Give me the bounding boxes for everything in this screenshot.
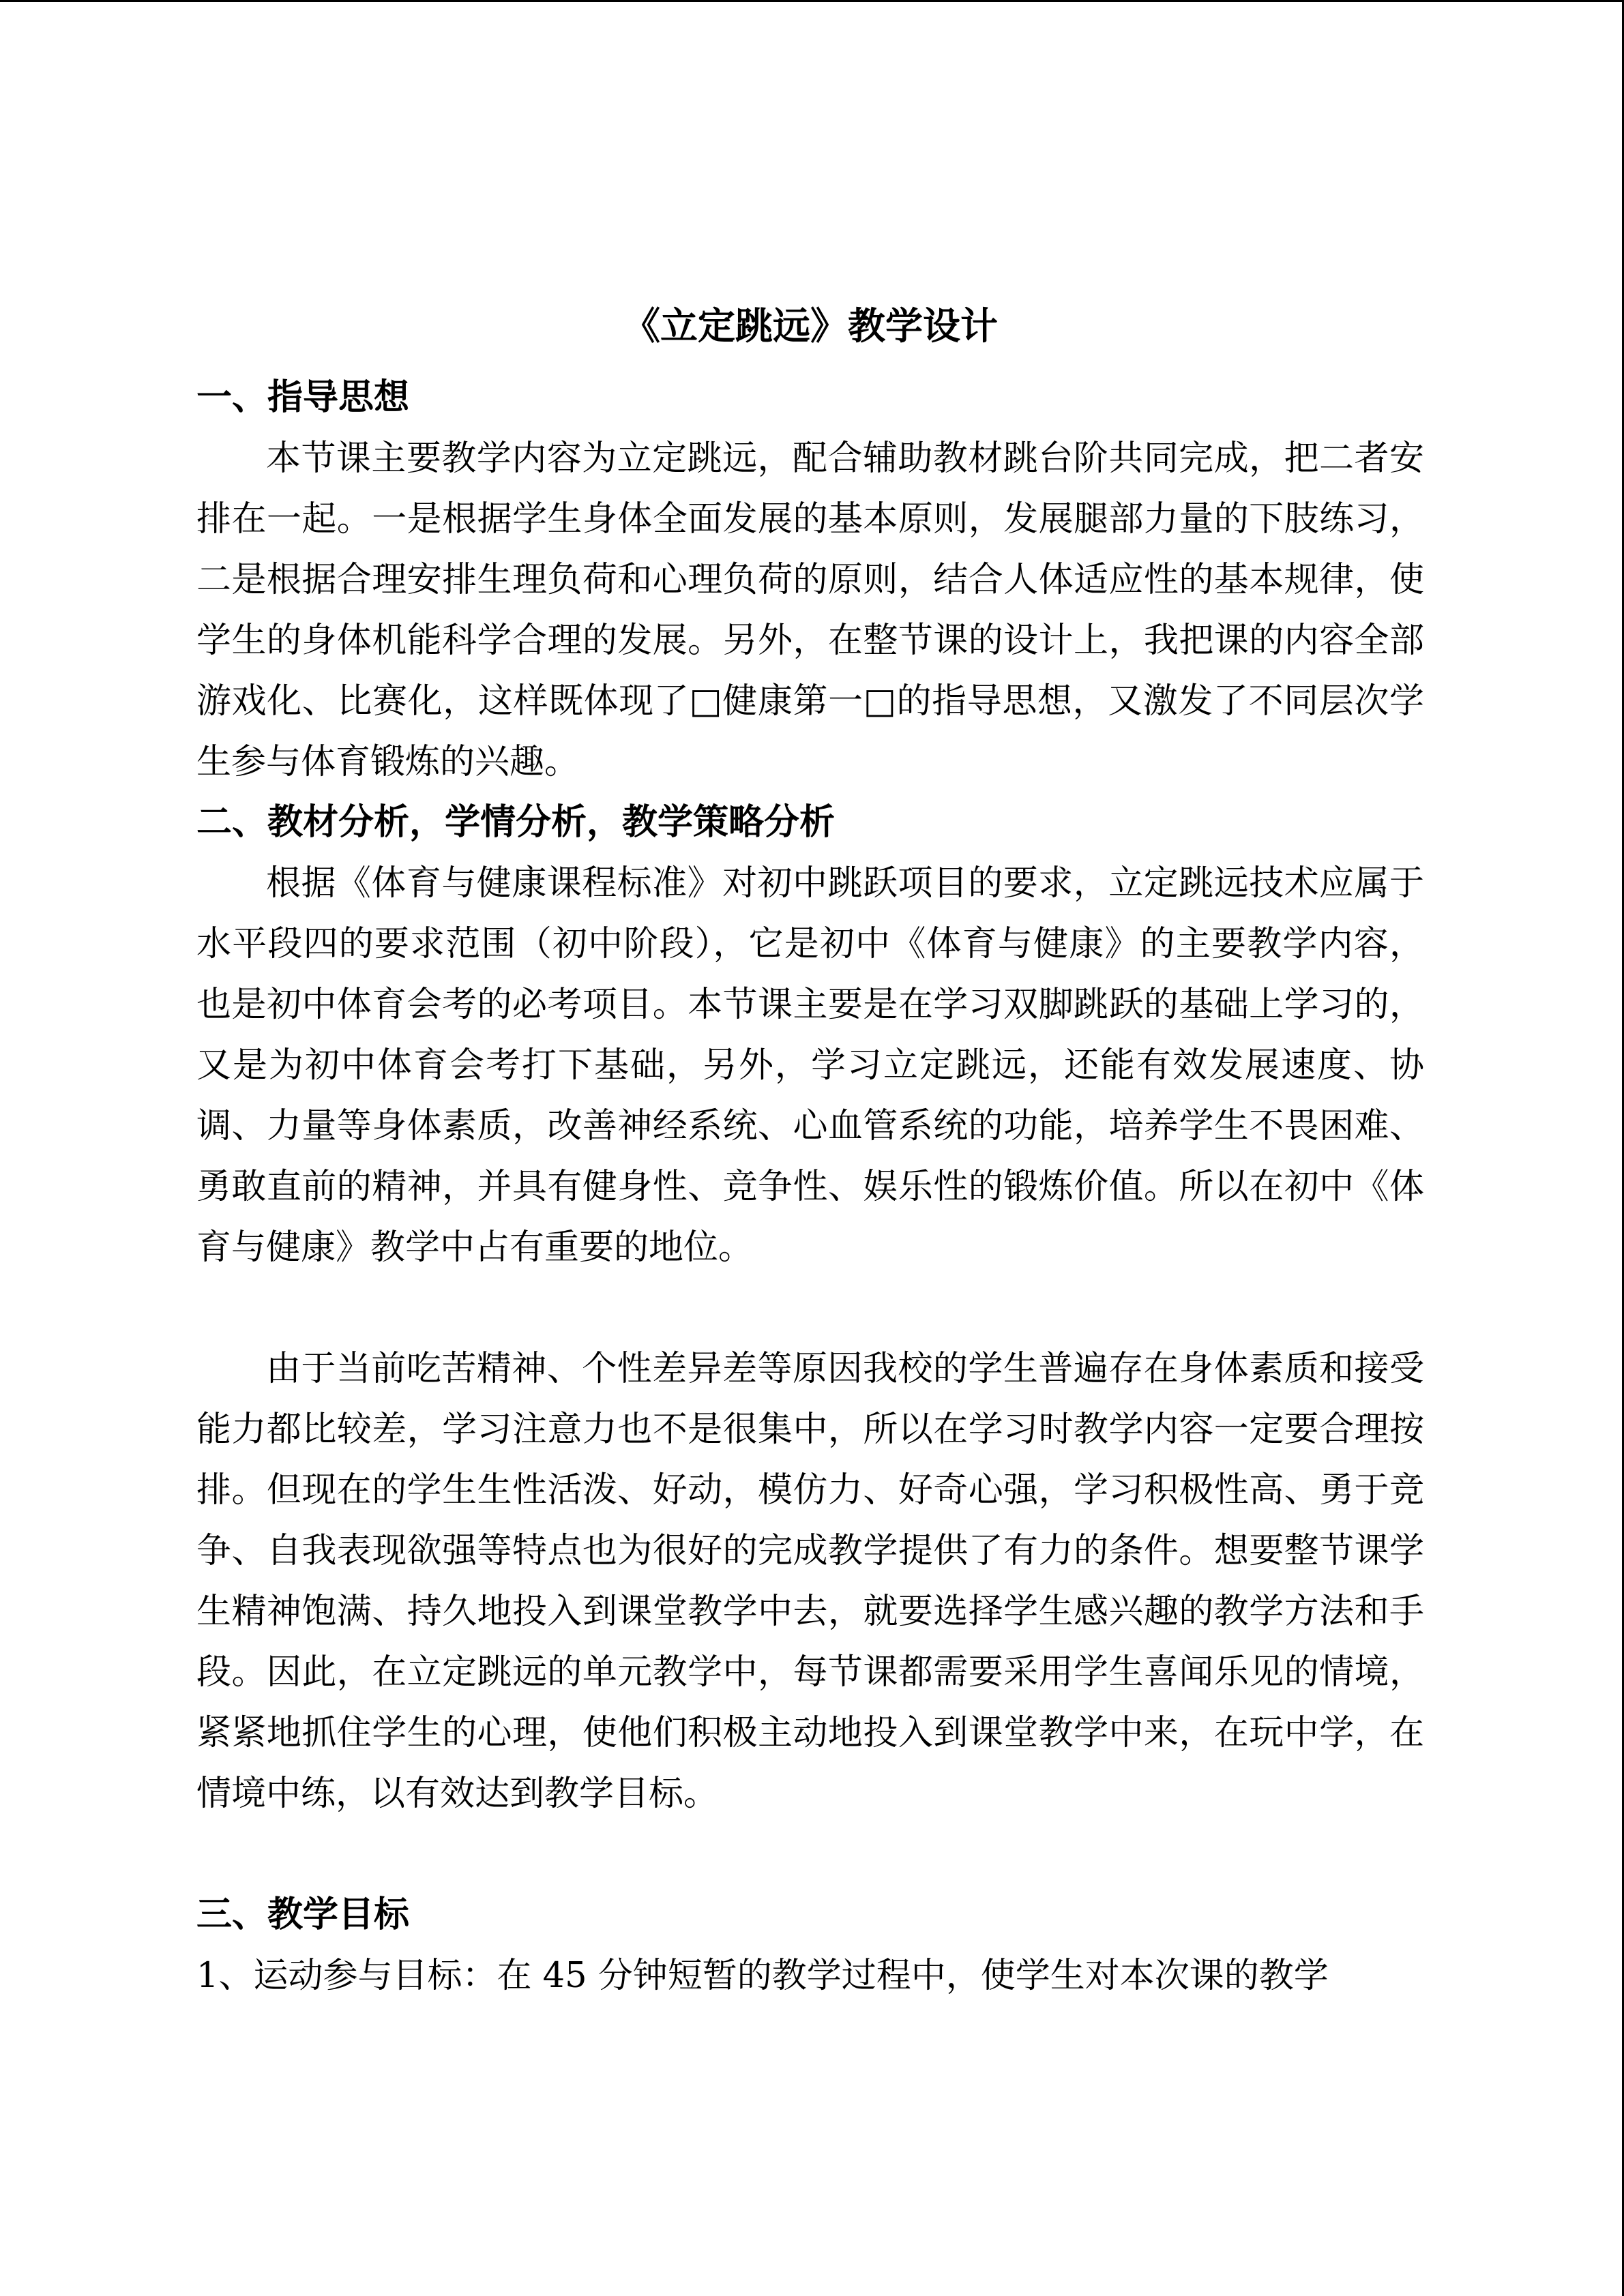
- paragraph-goal-participation: 1、运动参与目标：在 45 分钟短暂的教学过程中，使学生对本次课的教学: [196, 1956, 1329, 1996]
- paragraph-textbook-analysis: 根据《体育与健康课程标准》对初中跳跃项目的要求，立定跳远技术应属于水平段四的要求范围（初中阶段），它是初中《体育与健康》的主要教学内容，也是初中体育会考的必考项目。本节课主要是在学习双脚跳跃的基础上学习的，又是为初中体育会考打下基础，另外，学习立定跳远，还能有效发展速度、协调、力量等身体素质，改善神经系统、心血管系统的功能，培养学生不畏困难、勇敢直前的精神，并具有健身性、竞争性、娱乐性的锻炼价值。所以在初中《体育与健康》教学中占有重要的地位。: [196, 863, 1424, 1268]
- document-content: [196, 295, 1424, 2006]
- paragraph-guiding-ideology: 本节课主要教学内容为立定跳远，配合辅助教材跳台阶共同完成，把二者安排在一起。一是根据学生身体全面发展的基本原则，发展腿部力量的下肢练习，二是根据合理安排生理负荷和心理负荷的原则，结合人体适应性的基本规律，使学生的身体机能科学合理的发展。另外，在整节课的设计上，我把课的内容全部游戏化、比赛化，这样既体现了□健康第一□的指导思想，又激发了不同层次学生参与体育锻炼的兴趣。: [196, 438, 1424, 782]
- section-heading-guiding-ideology: 一、指导思想: [196, 377, 410, 418]
- section-heading-teaching-goals: 三、教学目标: [196, 1894, 410, 1935]
- document-title: 《立定跳远》教学设计: [622, 304, 998, 348]
- section-heading-analysis: 二、教材分析，学情分析，教学策略分析: [196, 802, 836, 843]
- paragraph-student-analysis: 由于当前吃苦精神、个性差异差等原因我校的学生普遍存在身体素质和接受能力都比较差，学习注意力也不是很集中，所以在学习时教学内容一定要合理按排。但现在的学生生性活泼、好动，模仿力、好奇心强，学习积极性高、勇于竞争、自我表现欲强等特点也为很好的完成教学提供了有力的条件。想要整节课学生精神饱满、持久地投入到课堂教学中去，就要选择学生感兴趣的教学方法和手段。因此，在立定跳远的单元教学中，每节课都需要采用学生喜闻乐见的情境，紧紧地抓住学生的心理，使他们积极主动地投入到课堂教学中来，在玩中学，在情境中练，以有效达到教学目标。: [196, 1349, 1424, 1814]
